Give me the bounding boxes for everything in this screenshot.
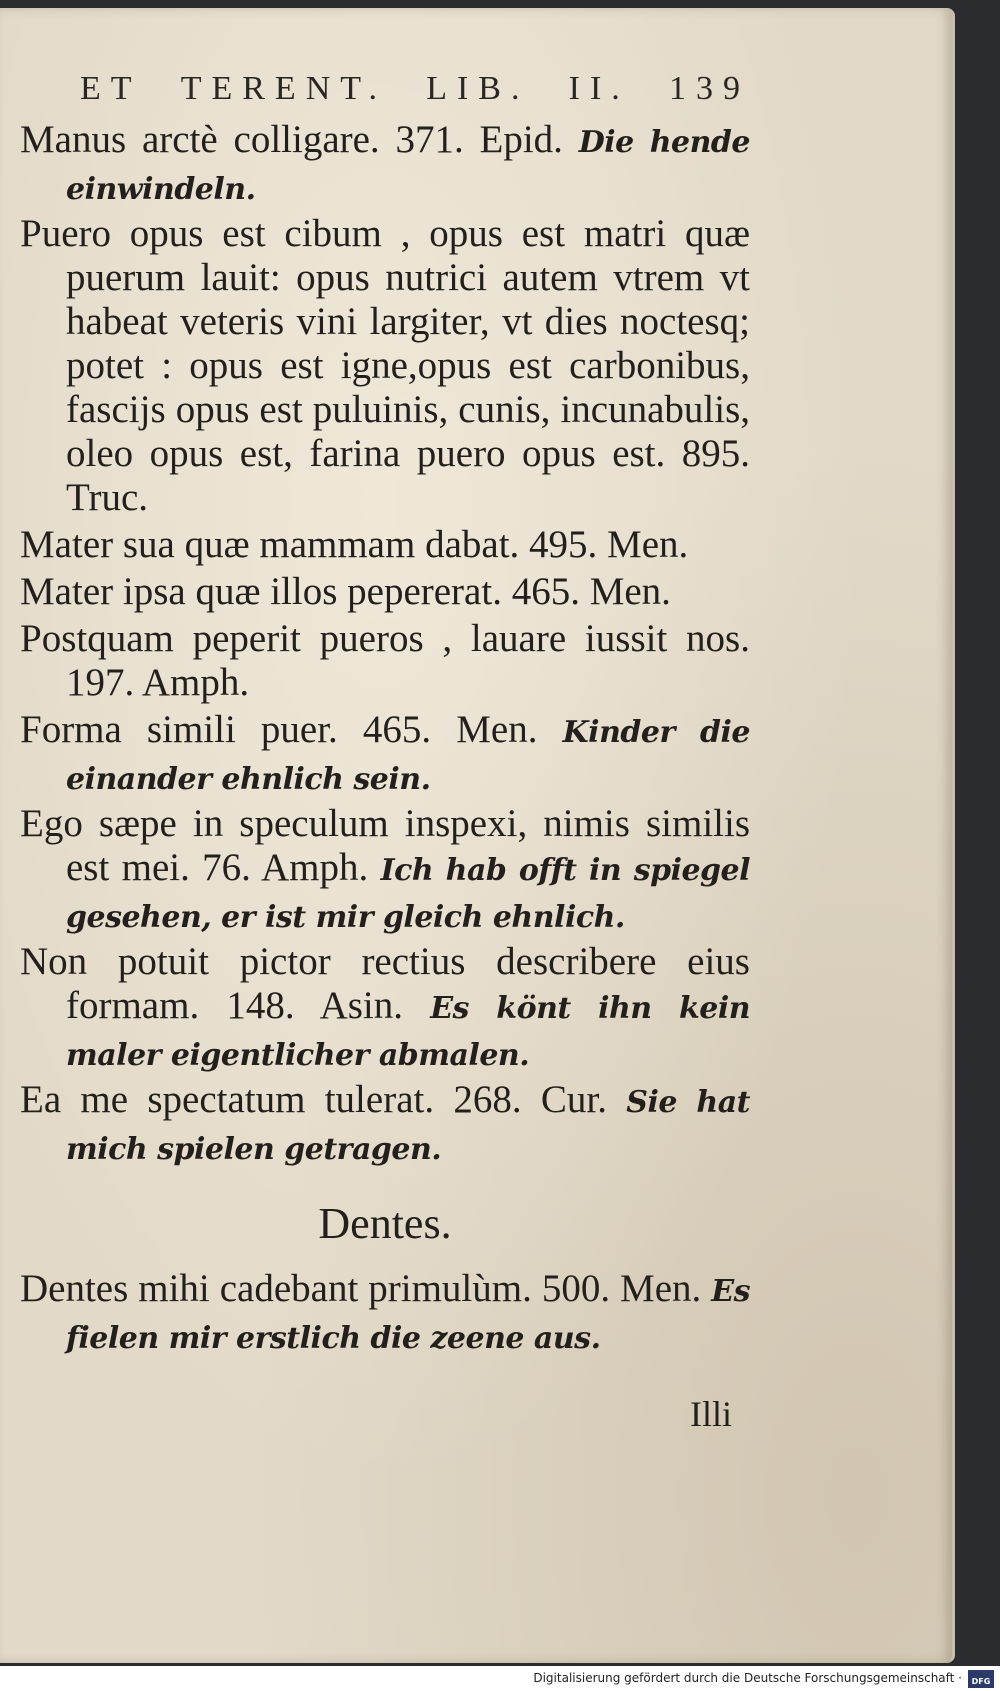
- entry-latin: Manus arctè colligare. 371. Epid.: [20, 118, 563, 161]
- entry: [20, 212, 750, 523]
- entry-latin: Ea me spectatum tulerat. 268. Cur.: [20, 1078, 607, 1121]
- footer-text: Digitalisierung gefördert durch die Deutsche Forschungsgemeinschaft ·: [533, 1671, 962, 1685]
- entry-latin: Mater ipsa quæ illos pepererat. 465. Men.: [20, 570, 671, 613]
- entry: [20, 1078, 750, 1172]
- section-heading: Dentes.: [318, 1199, 452, 1248]
- header-part: TERENT.: [180, 70, 388, 107]
- entry: [20, 523, 750, 570]
- entry: [20, 708, 750, 802]
- entry: [20, 802, 750, 940]
- header-part: II.: [568, 70, 630, 107]
- entry-german: Kinder die einander ehnlich sein.: [66, 715, 751, 797]
- header-part: ET: [80, 70, 142, 107]
- entry-list: [20, 118, 750, 1361]
- entry-latin: Ego sæpe in speculum inspexi, nimis similis est mei. 76. Amph.: [20, 802, 750, 889]
- entry: [20, 1267, 750, 1361]
- book-page: [0, 8, 955, 1663]
- entry-german: Die hende einwindeln.: [66, 125, 750, 207]
- entry-german: Ich hab offt in spiegel gesehen, er ist mir gleich ehnlich.: [66, 853, 751, 935]
- entry-german: Sie hat mich spielen getragen.: [66, 1085, 751, 1167]
- entry: [20, 617, 750, 708]
- entry: [20, 118, 750, 212]
- entry-german: Es fielen mir erstlich die zeene aus.: [66, 1274, 750, 1356]
- entry: [20, 570, 750, 617]
- entry-latin: Non potuit pictor rectius describere eius formam. 148. Asin.: [20, 940, 750, 1027]
- entry-german: Es könt ihn kein maler eigentlicher abmalen.: [66, 991, 751, 1073]
- digitization-footer: [0, 1666, 1000, 1691]
- entry-latin: Dentes mihi cadebant primulùm. 500. Men.: [20, 1267, 702, 1310]
- page-number: 139: [668, 70, 750, 107]
- entry-latin: Postquam peperit pueros , lauare iussit nos. 197. Amph.: [20, 617, 750, 704]
- catchword: Illi: [690, 1394, 732, 1434]
- dfg-logo-icon: DFG: [968, 1670, 994, 1688]
- entry-latin: Forma simili puer. 465. Men.: [20, 708, 538, 751]
- entry-latin: Puero opus est cibum , opus est matri quæ puerum lauit: opus nutrici autem vtrem vt habeat veteris vini largiter, vt dies noctesq; potet : opus est igne,opus est carbonibus, fascijs opus est puluinis, cunis, incunabulis, oleo opus est, farina puero opus est. 895. Truc.: [20, 212, 750, 519]
- entry: [20, 940, 750, 1078]
- running-header: [80, 70, 750, 108]
- entry-latin: Mater sua quæ mammam dabat. 495. Men.: [20, 523, 689, 566]
- header-part: LIB.: [426, 70, 530, 107]
